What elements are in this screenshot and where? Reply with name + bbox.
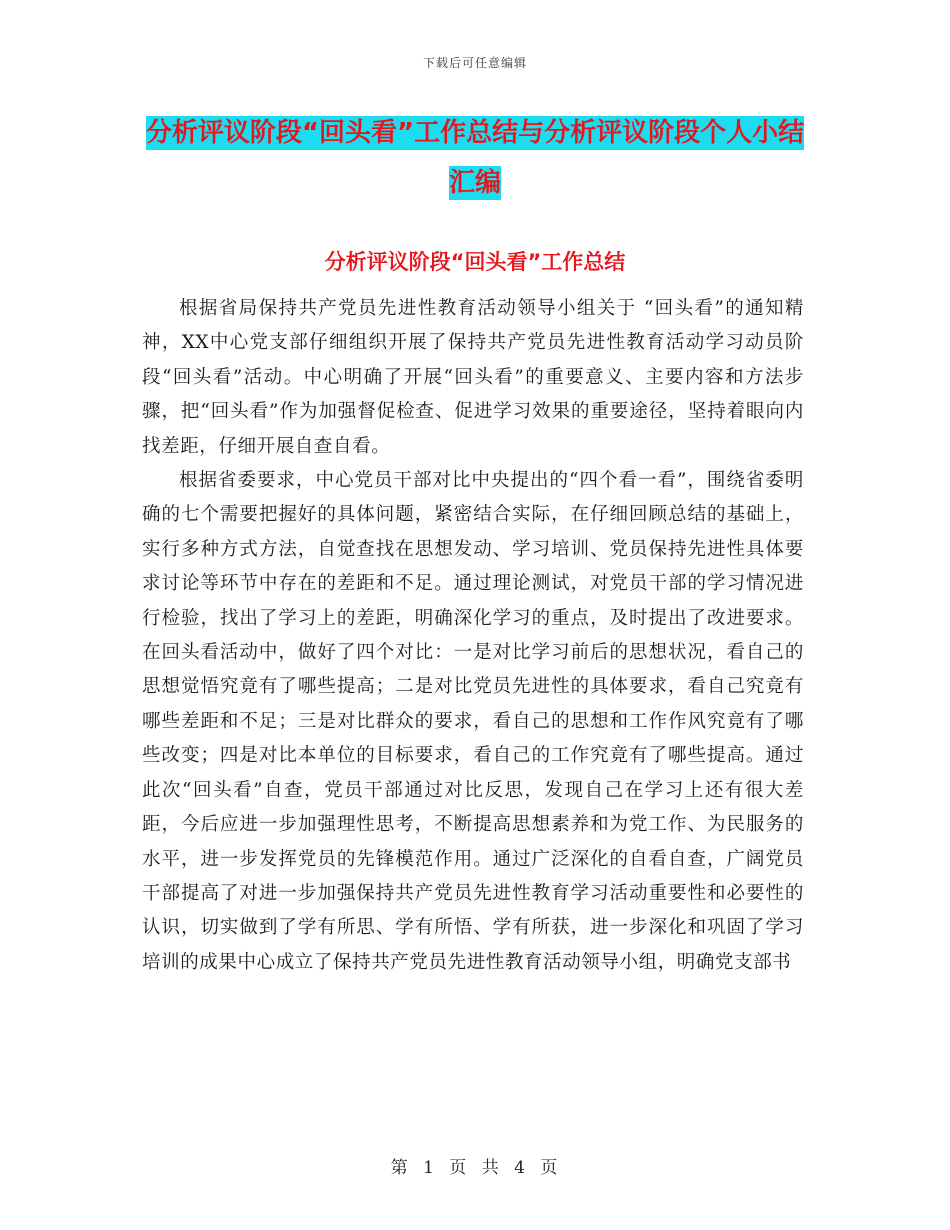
paragraph: 根据省委要求，中心党员干部对比中央提出的“四个看一看”，围绕省委明确的七个需要把握好的具体问题，紧密结合实际，在仔细回顾总结的基础上，实行多种方式方法，自觉查找在思想发动、学习培训、党员保持先进性具体要求讨论等环节中存在的差距和不足。通过理论测试，对党员干部的学习情况进行检验，找出了学习上的差距，明确深化学习的重点，及时提出了改进要求。在回头看活动中，做好了四个对比：一是对比学习前后的思想状况，看自己的思想觉悟究竟有了哪些提高；二是对比党员先进性的具体要求，看自己究竟有哪些差距和不足；三是对比群众的要求，看自己的思想和工作作风究竟有了哪些改变；四是对比本单位的目标要求，看自己的工作究竟有了哪些提高。通过此次“回头看”自查，党员干部通过对比反思，发现自己在学习上还有很大差距，今后应进一步加强理性思考，不断提高思想素养和为党工作、为民服务的水平，进一步发挥党员的先锋模范作用。通过广泛深化的自看自查，广阔党员干部提高了对进一步加强保持共产党员先进性教育学习活动重要性和必要性的认识，切实做到了学有所思、学有所悟、学有所获，进一步深化和巩固了学习培训的成果中心成立了保持共产党员先进性教育活动领导小组，明确党支部书 [142,470,804,973]
paragraph: 根据省局保持共产党员先进性教育活动领导小组关于 “回头看”的通知精神，XX中心党支部仔细组织开展了保持共产党员先进性教育活动学习动员阶段“回头看”活动。中心明确了开展“回头看”的重要意义、主要内容和方法步骤，把“回头看”作为加强督促检查、促进学习效果的重要途径，坚持着眼向内找差距，仔细开展自查自看。 [142,298,804,457]
document-title-text: 分析评议阶段“回头看”工作总结与分析评议阶段个人小结汇编 [145,118,805,198]
document-title [140,108,810,208]
page-number: 第 1 页 共 4 页 [390,1158,560,1178]
body-text [142,292,804,980]
section-title: 分析评议阶段“回头看”工作总结 [324,250,626,274]
header-note: 下载后可任意编辑 [422,56,527,70]
